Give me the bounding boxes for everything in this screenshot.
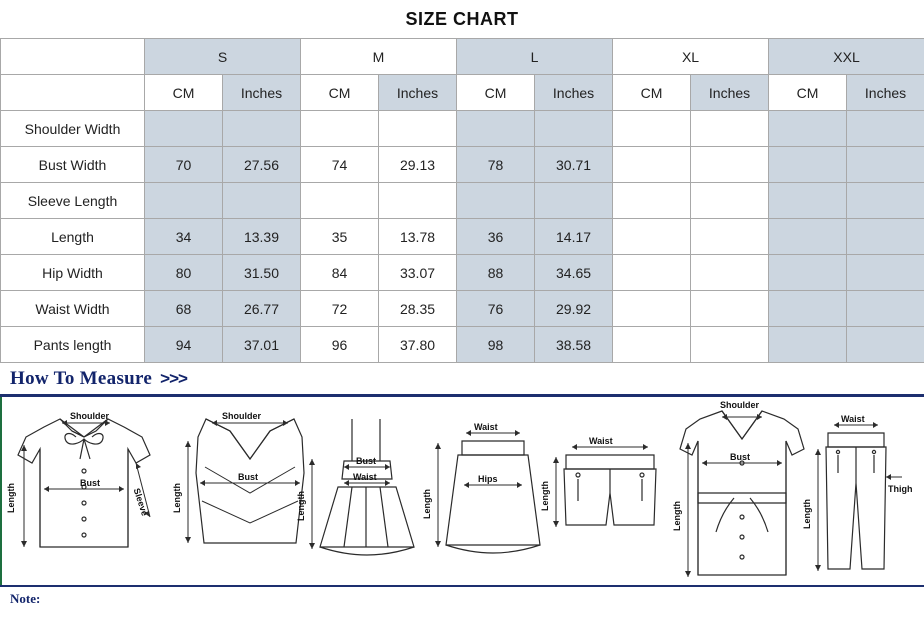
cell-bust-width-m-cm: 74	[301, 147, 379, 183]
cell-pants-length-xxl-in	[847, 327, 924, 363]
measurement-figures	[0, 397, 924, 587]
row-label-sleeve-length: Sleeve Length	[1, 183, 145, 219]
cell-waist-width-xxl-cm	[769, 291, 847, 327]
figure-skirt	[435, 430, 540, 553]
cell-sleeve-length-xxl-cm	[769, 183, 847, 219]
cell-length-s-cm: 34	[145, 219, 223, 255]
cell-shoulder-width-l-cm	[457, 111, 535, 147]
how-to-measure-banner	[0, 363, 924, 397]
row-label-pants-length: Pants length	[1, 327, 145, 363]
cell-sleeve-length-m-in	[379, 183, 457, 219]
label-shorts-waist: Waist	[589, 436, 613, 446]
cell-length-s-in: 13.39	[223, 219, 301, 255]
label-tank-shoulder: Shoulder	[222, 411, 262, 421]
cell-hip-width-m-cm: 84	[301, 255, 379, 291]
cell-pants-length-s-in: 37.01	[223, 327, 301, 363]
figure-coat	[680, 411, 804, 577]
table-row-size-headers	[1, 39, 924, 75]
cell-hip-width-xxl-cm	[769, 255, 847, 291]
label-coat-shoulder: Shoulder	[720, 400, 760, 410]
chevron-right-icon: >>>	[160, 368, 187, 388]
table-row-unit-headers	[1, 75, 924, 111]
cell-bust-width-s-cm: 70	[145, 147, 223, 183]
cell-hip-width-l-in: 34.65	[535, 255, 613, 291]
page-title: SIZE CHART	[405, 9, 519, 29]
table-row	[1, 111, 924, 147]
cell-shoulder-width-xl-in	[691, 111, 769, 147]
cell-bust-width-xxl-cm	[769, 147, 847, 183]
unit-header-xxl-cm: CM	[769, 75, 847, 111]
unit-header-s-inches: Inches	[223, 75, 301, 111]
label-pants-thigh: Thigh	[888, 484, 913, 494]
table-row	[1, 255, 924, 291]
cell-bust-width-s-in: 27.56	[223, 147, 301, 183]
size-header-m: M	[301, 39, 457, 75]
cell-waist-width-m-cm: 72	[301, 291, 379, 327]
cell-sleeve-length-s-cm	[145, 183, 223, 219]
cell-waist-width-xl-cm	[613, 291, 691, 327]
cell-bust-width-xxl-in	[847, 147, 924, 183]
unit-header-m-inches: Inches	[379, 75, 457, 111]
cell-length-l-cm: 36	[457, 219, 535, 255]
cell-waist-width-xxl-in	[847, 291, 924, 327]
cell-sleeve-length-m-cm	[301, 183, 379, 219]
cell-sleeve-length-l-cm	[457, 183, 535, 219]
cell-sleeve-length-xl-in	[691, 183, 769, 219]
cell-sleeve-length-s-in	[223, 183, 301, 219]
left-accent-rule	[0, 397, 2, 585]
row-label-waist-width: Waist Width	[1, 291, 145, 327]
cell-length-m-cm: 35	[301, 219, 379, 255]
cell-shoulder-width-s-cm	[145, 111, 223, 147]
cell-sleeve-length-xl-cm	[613, 183, 691, 219]
row-label-length: Length	[1, 219, 145, 255]
label-skirt-length: Length	[422, 489, 432, 519]
cell-length-m-in: 13.78	[379, 219, 457, 255]
how-to-measure-title: How To Measure	[10, 367, 153, 389]
cell-pants-length-m-cm: 96	[301, 327, 379, 363]
label-blouse-shoulder: Shoulder	[70, 411, 110, 421]
unit-header-s-cm: CM	[145, 75, 223, 111]
figure-pants	[815, 422, 902, 571]
label-blouse-bust: Bust	[80, 478, 100, 488]
cell-pants-length-s-cm: 94	[145, 327, 223, 363]
cell-shoulder-width-m-cm	[301, 111, 379, 147]
cell-shoulder-width-l-in	[535, 111, 613, 147]
label-coat-bust: Bust	[730, 452, 750, 462]
cell-bust-width-xl-in	[691, 147, 769, 183]
cell-sleeve-length-xxl-in	[847, 183, 924, 219]
size-header-s: S	[145, 39, 301, 75]
figures-illustration	[0, 397, 924, 585]
cell-hip-width-s-in: 31.50	[223, 255, 301, 291]
cell-hip-width-xl-in	[691, 255, 769, 291]
label-dress-length: Length	[296, 491, 306, 521]
label-dress-bust: Bust	[356, 456, 376, 466]
cell-waist-width-m-in: 28.35	[379, 291, 457, 327]
unit-header-xxl-inches: Inches	[847, 75, 924, 111]
label-skirt-waist: Waist	[474, 422, 498, 432]
size-chart-table	[0, 38, 924, 363]
table-corner-cell	[1, 39, 145, 75]
unit-header-xl-inches: Inches	[691, 75, 769, 111]
row-label-bust-width: Bust Width	[1, 147, 145, 183]
figure-shorts	[553, 444, 656, 527]
cell-hip-width-xl-cm	[613, 255, 691, 291]
cell-pants-length-l-cm: 98	[457, 327, 535, 363]
cell-hip-width-l-cm: 88	[457, 255, 535, 291]
unit-header-xl-cm: CM	[613, 75, 691, 111]
row-label-shoulder-width: Shoulder Width	[1, 111, 145, 147]
cell-pants-length-xl-cm	[613, 327, 691, 363]
cell-bust-width-l-cm: 78	[457, 147, 535, 183]
cell-bust-width-xl-cm	[613, 147, 691, 183]
cell-sleeve-length-l-in	[535, 183, 613, 219]
table-row	[1, 327, 924, 363]
cell-pants-length-xl-in	[691, 327, 769, 363]
cell-waist-width-l-in: 29.92	[535, 291, 613, 327]
label-dress-waist: Waist	[353, 472, 377, 482]
unit-header-l-cm: CM	[457, 75, 535, 111]
cell-length-xxl-in	[847, 219, 924, 255]
table-row	[1, 291, 924, 327]
cell-pants-length-m-in: 37.80	[379, 327, 457, 363]
size-header-l: L	[457, 39, 613, 75]
cell-length-xxl-cm	[769, 219, 847, 255]
table-row	[1, 183, 924, 219]
label-blouse-sleeve: Sleeve	[131, 486, 150, 518]
cell-waist-width-xl-in	[691, 291, 769, 327]
unit-header-l-inches: Inches	[535, 75, 613, 111]
cell-length-xl-cm	[613, 219, 691, 255]
cell-shoulder-width-m-in	[379, 111, 457, 147]
notes-label: Note:	[10, 591, 41, 606]
cell-waist-width-l-cm: 76	[457, 291, 535, 327]
cell-hip-width-s-cm: 80	[145, 255, 223, 291]
cell-pants-length-l-in: 38.58	[535, 327, 613, 363]
cell-shoulder-width-xxl-in	[847, 111, 924, 147]
cell-hip-width-xxl-in	[847, 255, 924, 291]
cell-shoulder-width-s-in	[223, 111, 301, 147]
cell-length-l-in: 14.17	[535, 219, 613, 255]
cell-waist-width-s-cm: 68	[145, 291, 223, 327]
label-shorts-length: Length	[540, 481, 550, 511]
cell-bust-width-l-in: 30.71	[535, 147, 613, 183]
label-skirt-hips: Hips	[478, 474, 498, 484]
cell-shoulder-width-xl-cm	[613, 111, 691, 147]
cell-pants-length-xxl-cm	[769, 327, 847, 363]
size-header-xxl: XXL	[769, 39, 924, 75]
row-label-hip-width: Hip Width	[1, 255, 145, 291]
label-pants-length: Length	[802, 499, 812, 529]
table-row	[1, 219, 924, 255]
cell-shoulder-width-xxl-cm	[769, 111, 847, 147]
figure-dress	[309, 419, 414, 555]
label-pants-waist: Waist	[841, 414, 865, 424]
cell-bust-width-m-in: 29.13	[379, 147, 457, 183]
table-row	[1, 147, 924, 183]
size-header-xl: XL	[613, 39, 769, 75]
label-coat-length: Length	[672, 501, 682, 531]
unit-header-m-cm: CM	[301, 75, 379, 111]
cell-waist-width-s-in: 26.77	[223, 291, 301, 327]
unit-corner-cell	[1, 75, 145, 111]
label-blouse-length: Length	[6, 483, 16, 513]
label-tank-length: Length	[172, 483, 182, 513]
label-tank-bust: Bust	[238, 472, 258, 482]
cell-length-xl-in	[691, 219, 769, 255]
cell-hip-width-m-in: 33.07	[379, 255, 457, 291]
